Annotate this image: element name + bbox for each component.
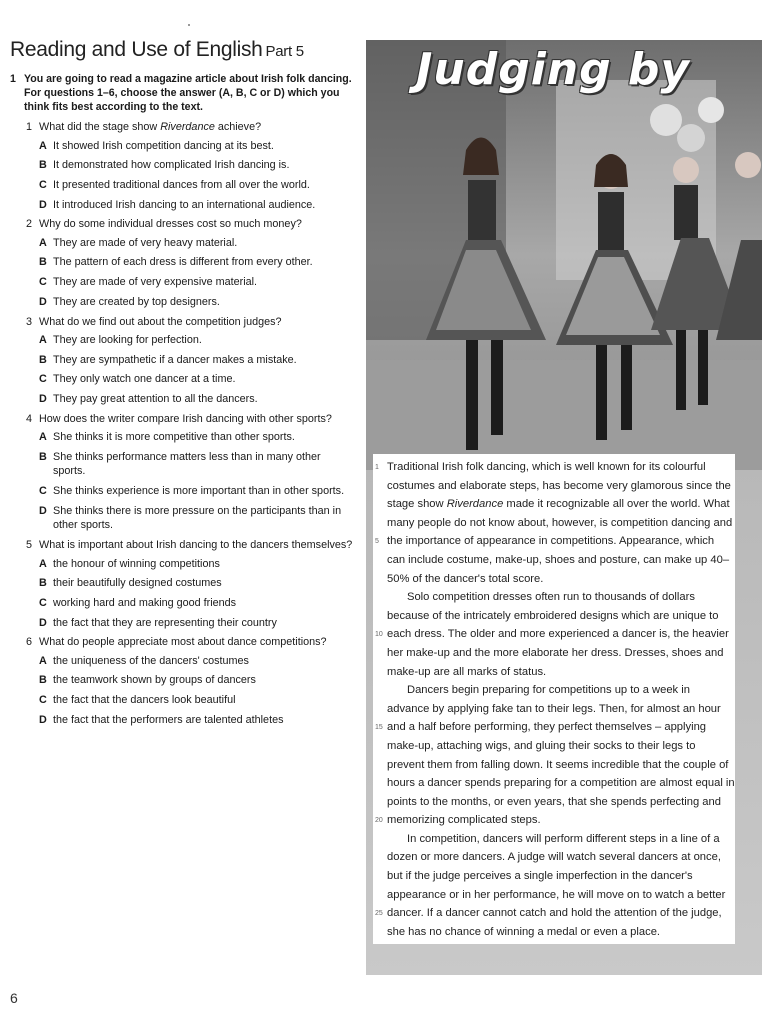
option-letter: C (39, 276, 47, 289)
option-letter: B (39, 577, 47, 590)
paragraph-text: In competition, dancers will perform different steps in a line of a dozen or more dancers. A judge will watch several dancers at once, but if the judge perceives a single imperfection in the dancer's appearance or in her performance, he will move on to watch a better dancer. If a dancer cannot catch and hold the attention of the judge, she has no chance of winning a medal or even a place. (387, 832, 726, 938)
top-mark (188, 24, 190, 26)
question-1 (26, 120, 355, 212)
option-text: She thinks performance matters less than in many other sports. (53, 450, 321, 478)
task-number: 1 (10, 73, 16, 85)
question-4 (26, 412, 355, 533)
question-stem (26, 217, 355, 232)
option-text: They pay great attention to all the dancers. (53, 393, 258, 406)
question-3 (26, 315, 355, 407)
questions-column (10, 38, 355, 733)
question-list (10, 120, 355, 727)
answer-option[interactable] (39, 275, 355, 290)
question-text: What did the stage show Riverdance achieve? (39, 121, 262, 133)
question-stem (26, 315, 355, 330)
instructions-text: You are going to read a magazine article about Irish folk dancing. For questions 1–6, choose the answer (A, B, C or D) which you think fits best according to the text. (24, 73, 352, 113)
option-letter: A (39, 139, 47, 152)
question-text: How does the writer compare Irish dancing with other sports? (39, 412, 332, 425)
article-panel (366, 40, 762, 975)
question-2 (26, 217, 355, 309)
line-number: 25 (375, 910, 383, 917)
option-letter: D (39, 295, 47, 308)
page-heading (10, 38, 355, 62)
line-number: 5 (375, 538, 379, 545)
heading-title: Reading and Use of English (10, 38, 263, 61)
answer-option[interactable] (39, 484, 355, 499)
answer-option[interactable] (39, 178, 355, 193)
question-number: 1 (26, 121, 33, 133)
paragraph-text: Solo competition dresses often run to thousands of dollars because of the intricately embroidered designs which are unique to each dress. The older and more experienced a dancer is, the heavier her make-up and the more elaborate her dress. Dresses, shoes and make-up are all marks of status. (387, 591, 729, 678)
task-instructions (10, 72, 355, 114)
question-stem (26, 635, 355, 650)
option-text: She thinks it is more competitive than other sports. (53, 431, 295, 444)
option-text: She thinks there is more pressure on the participants than in other sports. (53, 504, 342, 532)
option-letter: C (39, 373, 47, 386)
answer-option[interactable] (39, 654, 355, 669)
answer-option[interactable] (39, 392, 355, 407)
answer-option[interactable] (39, 139, 355, 154)
answer-option[interactable] (39, 236, 355, 251)
answer-option[interactable] (39, 713, 355, 728)
question-text: What is important about Irish dancing to the dancers themselves? (39, 539, 353, 551)
option-letter: D (39, 616, 47, 629)
option-letter: A (39, 236, 47, 249)
paragraph-text: Dancers begin preparing for competitions up to a week in advance by applying fake tan to their legs. Then, for almost an hour and a half before performing, they perfect themselves – applying make-up, attaching wigs, and gluing their socks to their legs to prevent them from falling down. It seems incredible that the couple of hours a dancer spends preparing for a competition are almost equal in points to the months, or even years, that she spends perfecting and memorizing complicated steps. (387, 684, 735, 827)
answer-option[interactable] (39, 353, 355, 368)
option-text: They are created by top designers. (53, 295, 220, 308)
option-text: It showed Irish competition dancing at its best. (53, 139, 274, 152)
question-stem (26, 120, 355, 135)
question-text: What do we find out about the competition judges? (39, 315, 282, 328)
option-letter: C (39, 694, 47, 707)
option-text: They only watch one dancer at a time. (53, 373, 236, 386)
answer-option[interactable] (39, 673, 355, 688)
option-text: the fact that the dancers look beautiful (53, 694, 236, 707)
heading-part: Part 5 (265, 43, 304, 60)
article-paragraph (387, 681, 735, 830)
option-text: They are made of very heavy material. (53, 236, 238, 249)
option-letter: A (39, 431, 47, 444)
option-letter: D (39, 393, 47, 406)
article-paragraph (387, 588, 735, 681)
answer-option[interactable] (39, 616, 355, 631)
line-number: 20 (375, 817, 383, 824)
line-number: 1 (375, 464, 379, 471)
dancers-photo (366, 40, 762, 470)
option-letter: B (39, 353, 47, 366)
answer-option[interactable] (39, 430, 355, 445)
line-number: 15 (375, 724, 383, 731)
option-text: She thinks experience is more important than in other sports. (53, 485, 345, 498)
question-number: 2 (26, 218, 33, 231)
answer-option[interactable] (39, 295, 355, 310)
option-text: working hard and making good friends (53, 596, 237, 609)
option-letter: C (39, 596, 47, 609)
option-text: They are looking for perfection. (53, 334, 202, 346)
article-title: Judging by (416, 44, 691, 95)
article-paragraph (387, 830, 735, 942)
line-number: 10 (375, 631, 383, 638)
option-text: the uniqueness of the dancers' costumes (53, 654, 249, 667)
answer-option[interactable] (39, 372, 355, 387)
option-letter: C (39, 485, 47, 498)
question-6 (26, 635, 355, 727)
option-text: It presented traditional dances from all over the world. (53, 178, 310, 191)
answer-option[interactable] (39, 693, 355, 708)
option-letter: B (39, 674, 47, 687)
answer-option[interactable] (39, 158, 355, 173)
option-letter: B (39, 450, 47, 463)
option-letter: A (39, 334, 47, 346)
option-text: the teamwork shown by groups of dancers (53, 674, 256, 687)
option-text: It demonstrated how complicated Irish dancing is. (53, 159, 290, 172)
question-stem (26, 412, 355, 427)
answer-option[interactable] (39, 557, 355, 572)
answer-option[interactable] (39, 504, 355, 533)
answer-option[interactable] (39, 198, 355, 213)
option-letter: D (39, 504, 47, 517)
answer-option[interactable] (39, 333, 355, 348)
paragraph-text: Traditional Irish folk dancing, which is well known for its colourful costumes and elaborate steps, has become very glamorous since the stage show Riverdance made it recognizable all over the world. What many people do not know about, however, is competition dancing and the importance of appearance in competitions. Appearance, which can include costume, make-up, shoes and posture, can make up 40–50% of the dancer's total score. (387, 461, 733, 585)
option-letter: D (39, 713, 47, 726)
answer-option[interactable] (39, 576, 355, 591)
question-5 (26, 538, 355, 630)
answer-option[interactable] (39, 596, 355, 611)
option-text: They are sympathetic if a dancer makes a mistake. (53, 353, 297, 366)
option-letter: C (39, 178, 47, 191)
question-number: 5 (26, 539, 33, 551)
option-letter: B (39, 256, 47, 269)
question-text: Why do some individual dresses cost so much money? (39, 218, 302, 231)
option-text: The pattern of each dress is different from every other. (53, 256, 313, 269)
article-paragraph (387, 458, 735, 588)
article-text (373, 454, 735, 944)
answer-option[interactable] (39, 255, 355, 270)
option-letter: A (39, 654, 47, 667)
question-stem (26, 538, 355, 553)
question-text: What do people appreciate most about dance competitions? (39, 636, 327, 649)
option-text: the honour of winning competitions (53, 557, 220, 570)
option-text: It introduced Irish dancing to an international audience. (53, 198, 316, 211)
question-number: 4 (26, 412, 33, 425)
answer-option[interactable] (39, 450, 355, 479)
option-letter: B (39, 159, 47, 172)
question-number: 6 (26, 636, 33, 649)
question-number: 3 (26, 315, 33, 328)
option-letter: A (39, 557, 47, 570)
option-letter: D (39, 198, 47, 211)
option-text: They are made of very expensive material. (53, 276, 258, 289)
option-text: the fact that the performers are talented athletes (53, 713, 284, 726)
page-number: 6 (10, 990, 18, 1006)
option-text: their beautifully designed costumes (53, 577, 222, 590)
option-text: the fact that they are representing their country (53, 616, 277, 629)
